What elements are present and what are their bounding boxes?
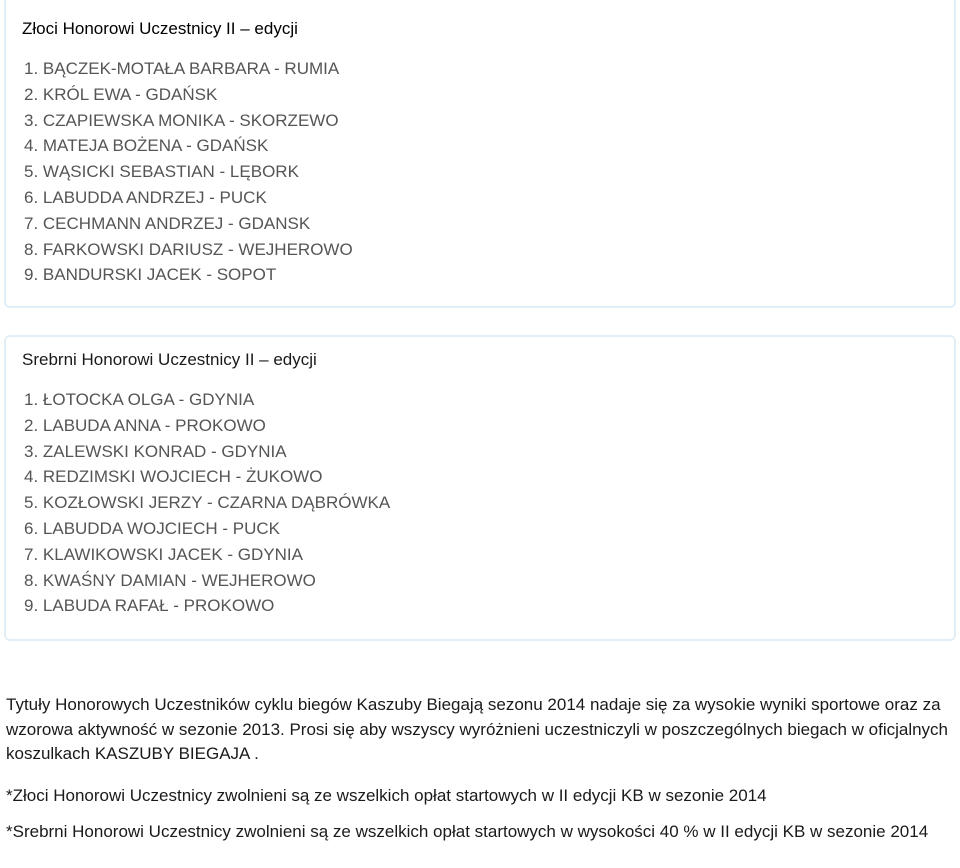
gold-fee-note: *Złoci Honorowi Uczestnicy zwolnieni są ze wszelkich opłat startowych w II edycji KB w sezonie 2014 <box>6 786 767 805</box>
list-item: 8. FARKOWSKI DARIUSZ - WEJHEROWO <box>24 239 353 259</box>
list-item: 7. CECHMANN ANDRZEJ - GDANSK <box>24 213 311 233</box>
list-item: 6. LABUDDA ANDRZEJ - PUCK <box>24 187 267 207</box>
list-item: 1. ŁOTOCKA OLGA - GDYNIA <box>24 390 255 409</box>
silver-panel-title: Srebrni Honorowi Uczestnicy II – edycji <box>22 350 317 369</box>
list-item: 3. CZAPIEWSKA MONIKA - SKORZEWO <box>24 110 339 130</box>
list-item: 2. KRÓL EWA - GDAŃSK <box>24 84 218 104</box>
list-item: 4. REDZIMSKI WOJCIECH - ŻUKOWO <box>24 467 323 487</box>
silver-fee-note: *Srebrni Honorowi Uczestnicy zwolnieni są ze wszelkich opłat startowych w wysokości 40 % w II edycji KB w sezonie 2014 <box>6 822 929 841</box>
list-item: 3. ZALEWSKI KONRAD - GDYNIA <box>24 441 287 461</box>
silver-participants-list <box>24 387 390 619</box>
list-item: 9. BANDURSKI JACEK - SOPOT <box>24 265 277 285</box>
gold-panel-title: Złoci Honorowi Uczestnicy II – edycji <box>22 19 298 38</box>
list-item: 5. WĄSICKI SEBASTIAN - LĘBORK <box>24 162 299 182</box>
list-item: 8. KWAŚNY DAMIAN - WEJHEROWO <box>24 570 316 590</box>
list-item: 1. BĄCZEK-MOTAŁA BARBARA - RUMIA <box>24 59 340 78</box>
list-item: 2. LABUDA ANNA - PROKOWO <box>24 415 266 435</box>
list-item: 4. MATEJA BOŻENA - GDAŃSK <box>24 136 269 156</box>
list-item: 6. LABUDDA WOJCIECH - PUCK <box>24 518 280 538</box>
titles-description-paragraph: Tytuły Honorowych Uczestników cyklu biegów Kaszuby Biegają sezonu 2014 nadaje się za wysokie wyniki sportowe oraz za wzorowa aktywność w sezonie 2013. Prosi się aby wszyscy wyróżnieni uczestniczyli w poszczególnych biegach w oficjalnych koszulkach KASZUBY BIEGAJA . <box>6 695 949 763</box>
gold-participants-list <box>24 56 353 288</box>
list-item: 5. KOZŁOWSKI JERZY - CZARNA DĄBRÓWKA <box>24 493 391 513</box>
list-item: 9. LABUDA RAFAŁ - PROKOWO <box>24 596 275 616</box>
list-item: 7. KLAWIKOWSKI JACEK - GDYNIA <box>24 544 303 564</box>
